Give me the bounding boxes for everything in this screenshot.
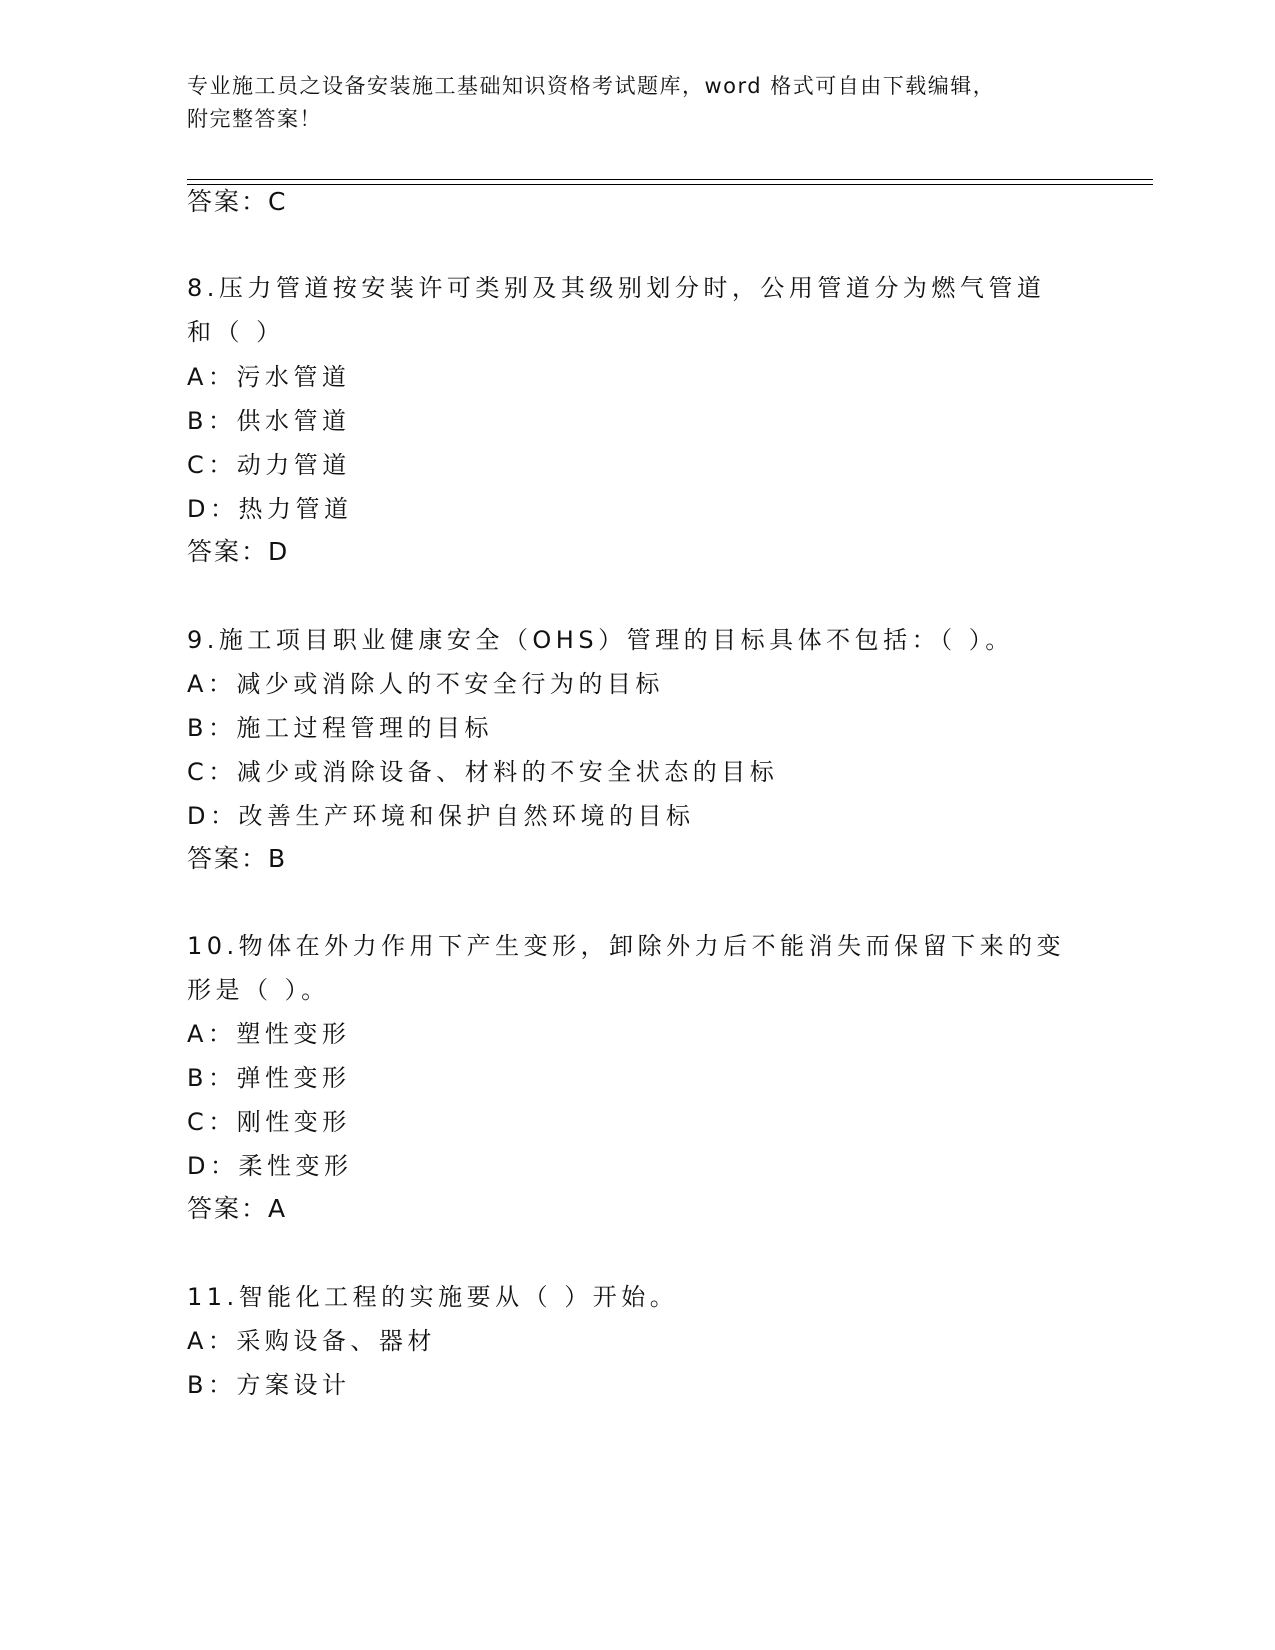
question-9-option-a: A：减少或消除人的不安全行为的目标 <box>187 670 664 698</box>
question-8-option-b: B：供水管道 <box>187 407 351 435</box>
question-10-answer: 答案：A <box>187 1194 288 1223</box>
question-11-option-b: B：方案设计 <box>187 1371 351 1399</box>
question-10-option-c: C：刚性变形 <box>187 1108 351 1136</box>
header-line-2: 附完整答案！ <box>187 107 322 131</box>
question-11-stem-line-1: 11.智能化工程的实施要从（ ）开始。 <box>187 1283 679 1311</box>
header-divider-top <box>187 179 1153 180</box>
question-10-stem-line-2: 形是（ ）。 <box>187 976 330 1004</box>
header-divider-bottom <box>187 184 1153 185</box>
question-9-stem-line-1: 9.施工项目职业健康安全（OHS）管理的目标具体不包括：（ ）。 <box>187 626 1014 654</box>
question-8-answer: 答案：D <box>187 537 290 566</box>
header-line-1: 专业施工员之设备安装施工基础知识资格考试题库，word 格式可自由下载编辑， <box>187 74 996 98</box>
question-10-option-d: D：柔性变形 <box>187 1152 353 1180</box>
question-9-option-d: D：改善生产环境和保护自然环境的目标 <box>187 802 695 830</box>
question-10-option-b: B：弹性变形 <box>187 1064 351 1092</box>
question-8-stem-line-1: 8.压力管道按安装许可类别及其级别划分时，公用管道分为燃气管道 <box>187 274 1046 302</box>
question-10-stem-line-1: 10.物体在外力作用下产生变形，卸除外力后不能消失而保留下来的变 <box>187 932 1066 960</box>
page-header <box>187 70 1067 136</box>
question-11-option-a: A：采购设备、器材 <box>187 1327 436 1355</box>
question-8-option-d: D：热力管道 <box>187 495 353 523</box>
question-8-stem-line-2: 和（ ） <box>187 318 285 346</box>
question-10-option-a: A：塑性变形 <box>187 1020 351 1048</box>
previous-answer: 答案：C <box>187 187 288 216</box>
question-9-option-b: B：施工过程管理的目标 <box>187 714 493 742</box>
question-9-option-c: C：减少或消除设备、材料的不安全状态的目标 <box>187 758 779 786</box>
question-8-option-a: A：污水管道 <box>187 363 351 391</box>
question-8-option-c: C：动力管道 <box>187 451 351 479</box>
question-9-answer: 答案：B <box>187 844 288 873</box>
